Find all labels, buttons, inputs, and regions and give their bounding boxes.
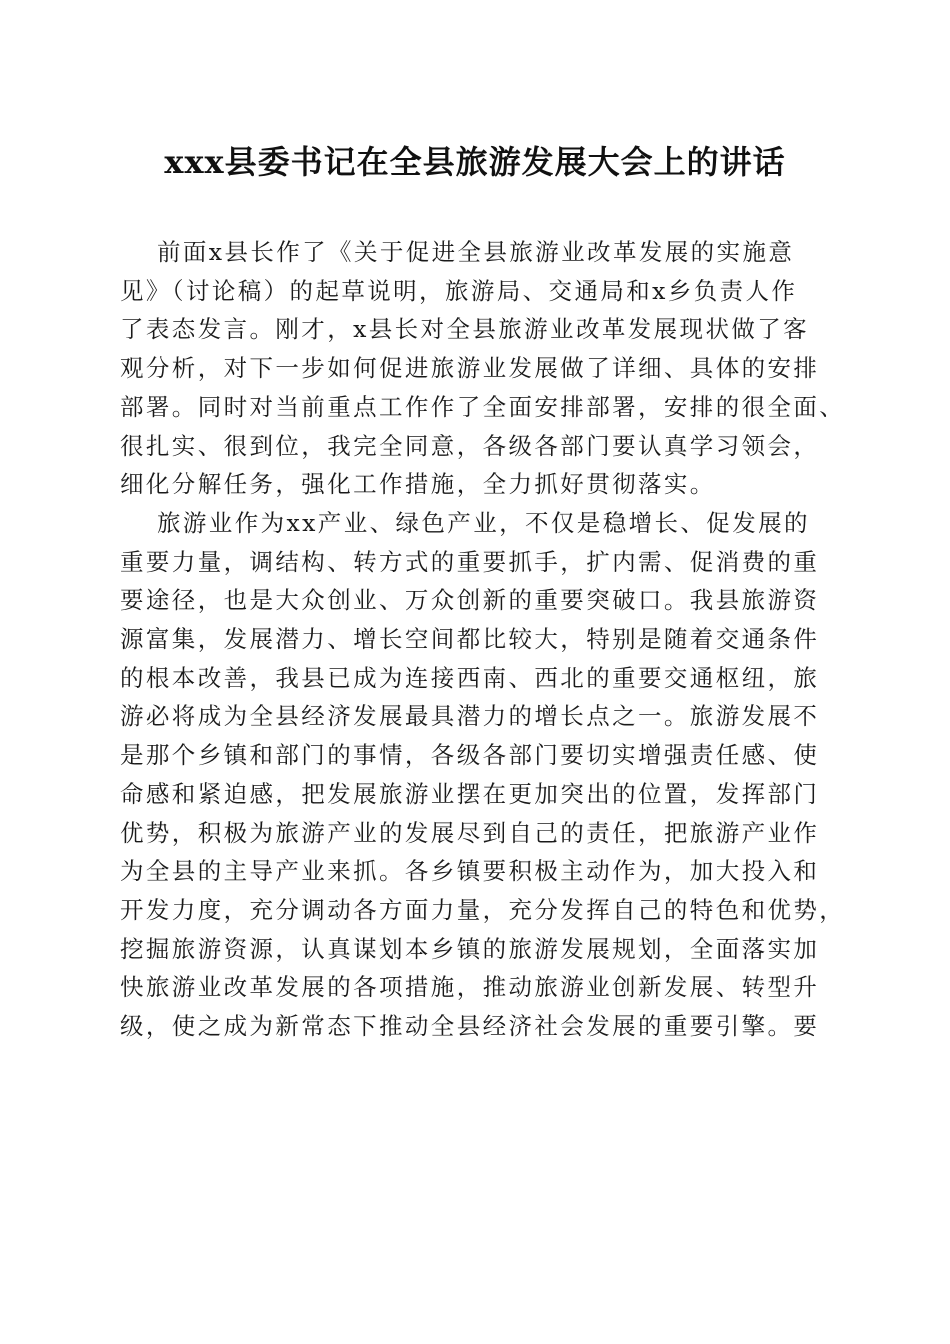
document-title: xxx县委书记在全县旅游发展大会上的讲话 xyxy=(164,143,786,181)
text-line: 要途径，也是大众创业、万众创新的重要突破口。我县旅游资 xyxy=(120,586,820,615)
text-line: 重要力量，调结构、转方式的重要抓手，扩内需、促消费的重 xyxy=(120,547,820,576)
text-line: 部署。同时对当前重点工作作了全面安排部署，安排的很全面、 xyxy=(120,392,846,421)
text-line: 级，使之成为新常态下推动全县经济社会发展的重要引擎。要 xyxy=(120,1012,820,1041)
text-line: 很扎实、很到位，我完全同意，各级各部门要认真学习领会， xyxy=(120,431,820,460)
text-line: 细化分解任务，强化工作措施，全力抓好贯彻落实。 xyxy=(120,470,716,499)
text-line: 的根本改善，我县已成为连接西南、西北的重要交通枢纽，旅 xyxy=(120,663,820,692)
paragraph-1 xyxy=(120,233,846,504)
paragraph-2 xyxy=(120,504,846,1046)
text-line: 源富集，发展潜力、增长空间都比较大，特别是随着交通条件 xyxy=(120,625,820,654)
text-line: 快旅游业改革发展的各项措施，推动旅游业创新发展、转型升 xyxy=(120,973,820,1002)
text-line: 开发力度，充分调动各方面力量，充分发挥自己的特色和优势， xyxy=(120,895,846,924)
text-line: 挖掘旅游资源，认真谋划本乡镇的旅游发展规划，全面落实加 xyxy=(120,934,820,963)
text-line: 前面x县长作了《关于促进全县旅游业改革发展的实施意 xyxy=(157,238,795,266)
text-line: 为全县的主导产业来抓。各乡镇要积极主动作为，加大投入和 xyxy=(120,857,820,886)
text-line: 见》（讨论稿）的起草说明，旅游局、交通局和x乡负责人作 xyxy=(120,276,798,305)
text-line: 了表态发言。刚才，x县长对全县旅游业改革发展现状做了客 xyxy=(120,315,810,344)
text-line: 是那个乡镇和部门的事情，各级各部门要切实增强责任感、使 xyxy=(120,741,820,770)
text-line: 命感和紧迫感，把发展旅游业摆在更加突出的位置，发挥部门 xyxy=(120,779,820,808)
text-line: 优势，积极为旅游产业的发展尽到自己的责任，把旅游产业作 xyxy=(120,818,820,847)
document-body xyxy=(120,233,846,1046)
text-line: 旅游业作为xx产业、绿色产业，不仅是稳增长、促发展的 xyxy=(157,508,810,537)
text-line: 观分析，对下一步如何促进旅游业发展做了详细、具体的安排 xyxy=(120,354,820,383)
text-line: 游必将成为全县经济发展最具潜力的增长点之一。旅游发展不 xyxy=(120,702,820,731)
